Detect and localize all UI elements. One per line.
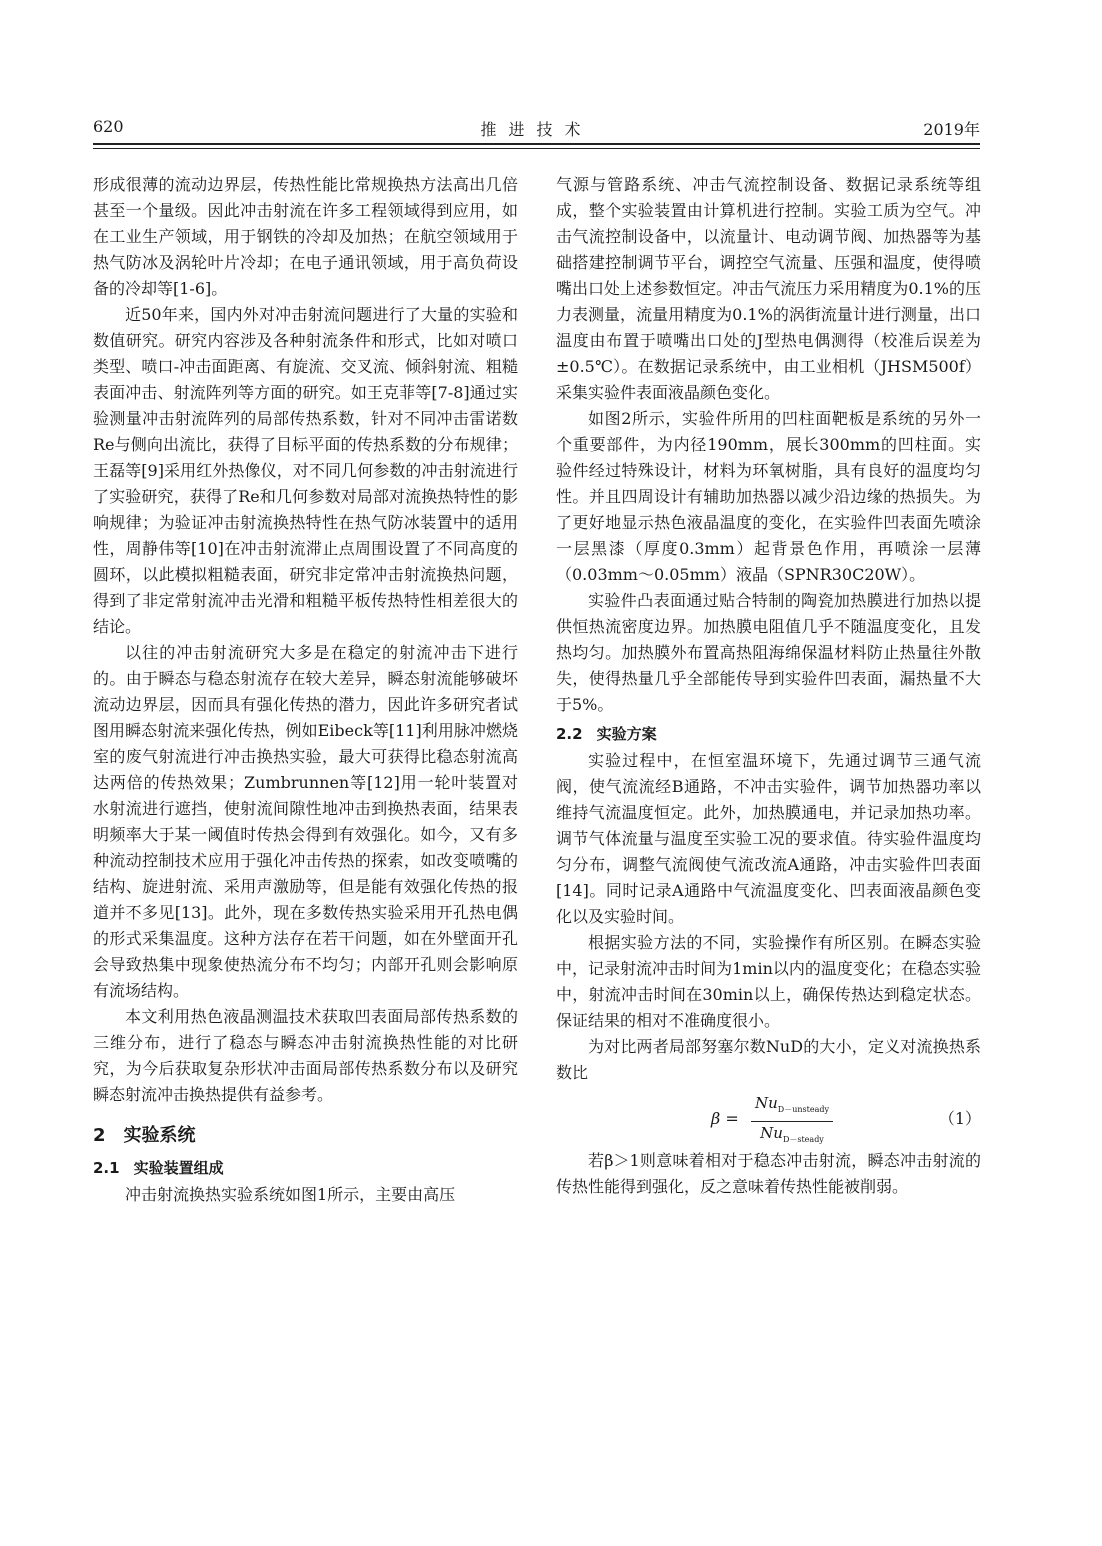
paragraph: 以往的冲击射流研究大多是在稳定的射流冲击下进行的。由于瞬态与稳态射流存在较大差异，瞬态射流能够破坏流动边界层，因而具有强化传热的潜力，因此许多研究者试图用瞬态射流来强化传热，例如Eibeck等[11]利用脉冲燃烧室的废气射流进行冲击换热实验，最大可获得比稳态射流高达两倍的传热效果；Zumbrunnen等[12]用一轮叶装置对水射流进行遮挡，使射流间隙性地冲击到换热表面，结果表明频率大于某一阈值时传热会得到有效强化。如今，又有多种流动控制技术应用于强化冲击传热的探索，如改变喷嘴的结构、旋进射流、采用声激励等，但是能有效强化传热的报道并不多见[13]。此外，现在多数传热实验采用开孔热电偶的形式采集温度。这种方法存在若干问题，如在外壁面开孔会导致热集中现象使热流分布不均匀；内部开孔则会影响原有流场结构。 bbox=[93, 643, 518, 1000]
paragraph: 冲击射流换热实验系统如图1所示，主要由高压 bbox=[125, 1185, 456, 1204]
paragraph: 实验件凸表面通过贴合特制的陶瓷加热膜进行加热以提供恒热流密度边界。加热膜电阻值几乎不随温度变化，且发热均匀。加热膜外布置高热阻海绵保温材料防止热量往外散失，使得热量几乎全部能传导到实验件凹表面，漏热量不大于5%。 bbox=[556, 591, 981, 714]
paragraph: 气源与管路系统、冲击气流控制设备、数据记录系统等组成，整个实验装置由计算机进行控制。实验工质为空气。冲击气流控制设备中，以流量计、电动调节阀、加热器等为基础搭建控制调节平台，调控空气流量、压强和温度，使得喷嘴出口处上述参数恒定。冲击气流压力采用精度为0.1%的压力表测量，流量用精度为0.1%的涡街流量计进行测量，出口温度由布置于喷嘴出口处的J型热电偶测得（校准后误差为±0.5℃）。在数据记录系统中，由工业相机（JHSM500f）采集实验件表面液晶颜色变化。 bbox=[556, 175, 981, 402]
equation-lhs: β = bbox=[711, 1109, 739, 1128]
equation-fraction: $Nu_{D-unsteady}$ $Nu_{D-steady}$ bbox=[751, 1092, 833, 1151]
left-column bbox=[93, 172, 518, 1208]
subsection-heading: 2.1 实验装置组成 bbox=[93, 1159, 224, 1177]
year: 2019年 bbox=[923, 120, 980, 139]
page-header bbox=[93, 117, 980, 141]
right-column bbox=[556, 172, 981, 1200]
page-number: 620 bbox=[93, 117, 124, 136]
header-rule-thin bbox=[93, 148, 980, 149]
paragraph: 实验过程中，在恒室温环境下，先通过调节三通气流阀，使气流流经B通路，不冲击实验件，调节加热器功率以维持气流温度恒定。此外，加热膜通电，并记录加热功率。调节气体流量与温度至实验工况的要求值。待实验件温度均匀分布，调整气流阀使气流改流A通路，冲击实验件凹表面[14]。同时记录A通路中气流温度变化、凹表面液晶颜色变化以及实验时间。 bbox=[556, 751, 981, 926]
equation-number: （1） bbox=[938, 1109, 981, 1128]
paragraph: 为对比两者局部努塞尔数NuD的大小，定义对流换热系数比 bbox=[556, 1037, 981, 1082]
journal-title: 推进技术 bbox=[480, 120, 593, 139]
paragraph: 形成很薄的流动边界层，传热性能比常规换热方法高出几倍甚至一个量级。因此冲击射流在许多工程领域得到应用，如在工业生产领域，用于钢铁的冷却及加热；在航空领域用于热气防冰及涡轮叶片冷却；在电子通讯领域，用于高负荷设备的冷却等[1-6]。 bbox=[93, 175, 518, 298]
paragraph: 如图2所示，实验件所用的凹柱面靶板是系统的另外一个重要部件，为内径190mm，展长300mm的凹柱面。实验件经过特殊设计，材料为环氧树脂，具有良好的温度均匀性。并且四周设计有辅助加热器以减少沿边缘的热损失。为了更好地显示热色液晶温度的变化，在实验件凹表面先喷涂一层黑漆（厚度0.3mm）起背景色作用，再喷涂一层薄（0.03mm～0.05mm）液晶（SPNR30C20W）。 bbox=[556, 409, 981, 584]
subsection-heading: 2.2 实验方案 bbox=[556, 725, 657, 743]
paragraph: 近50年来，国内外对冲击射流问题进行了大量的实验和数值研究。研究内容涉及各种射流条件和形式，比如对喷口类型、喷口-冲击面距离、有旋流、交叉流、倾斜射流、粗糙表面冲击、射流阵列等方面的研究。如王克菲等[7-8]通过实验测量冲击射流阵列的局部传热系数，针对不同冲击雷诺数Re与侧向出流比，获得了目标平面的传热系数的分布规律；王磊等[9]采用红外热像仪，对不同几何参数的冲击射流进行了实验研究，获得了Re和几何参数对局部对流换热特性的影响规律；为验证冲击射流换热特性在热气防冰装置中的适用性，周静伟等[10]在冲击射流滞止点周围设置了不同高度的圆环，以此模拟粗糙表面，研究非定常冲击射流换热问题，得到了非定常射流冲击光滑和粗糙平板传热特性相差很大的结论。 bbox=[93, 305, 518, 636]
equation bbox=[556, 1090, 981, 1146]
paragraph: 本文利用热色液晶测温技术获取凹表面局部传热系数的三维分布，进行了稳态与瞬态冲击射流换热性能的对比研究，为今后获取复杂形状冲击面局部传热系数分布以及研究瞬态射流冲击换热提供有益参考。 bbox=[93, 1007, 518, 1104]
header-rule-thick bbox=[93, 143, 980, 145]
paragraph: 根据实验方法的不同，实验操作有所区别。在瞬态实验中，记录射流冲击时间为1min以内的温度变化；在稳态实验中，射流冲击时间在30min以上，确保传热达到稳定状态。保证结果的相对不准确度很小。 bbox=[556, 933, 981, 1030]
section-heading: 2 实验系统 bbox=[93, 1125, 196, 1146]
paragraph: 若β＞1则意味着相对于稳态冲击射流，瞬态冲击射流的传热性能得到强化，反之意味着传热性能被削弱。 bbox=[556, 1151, 981, 1196]
